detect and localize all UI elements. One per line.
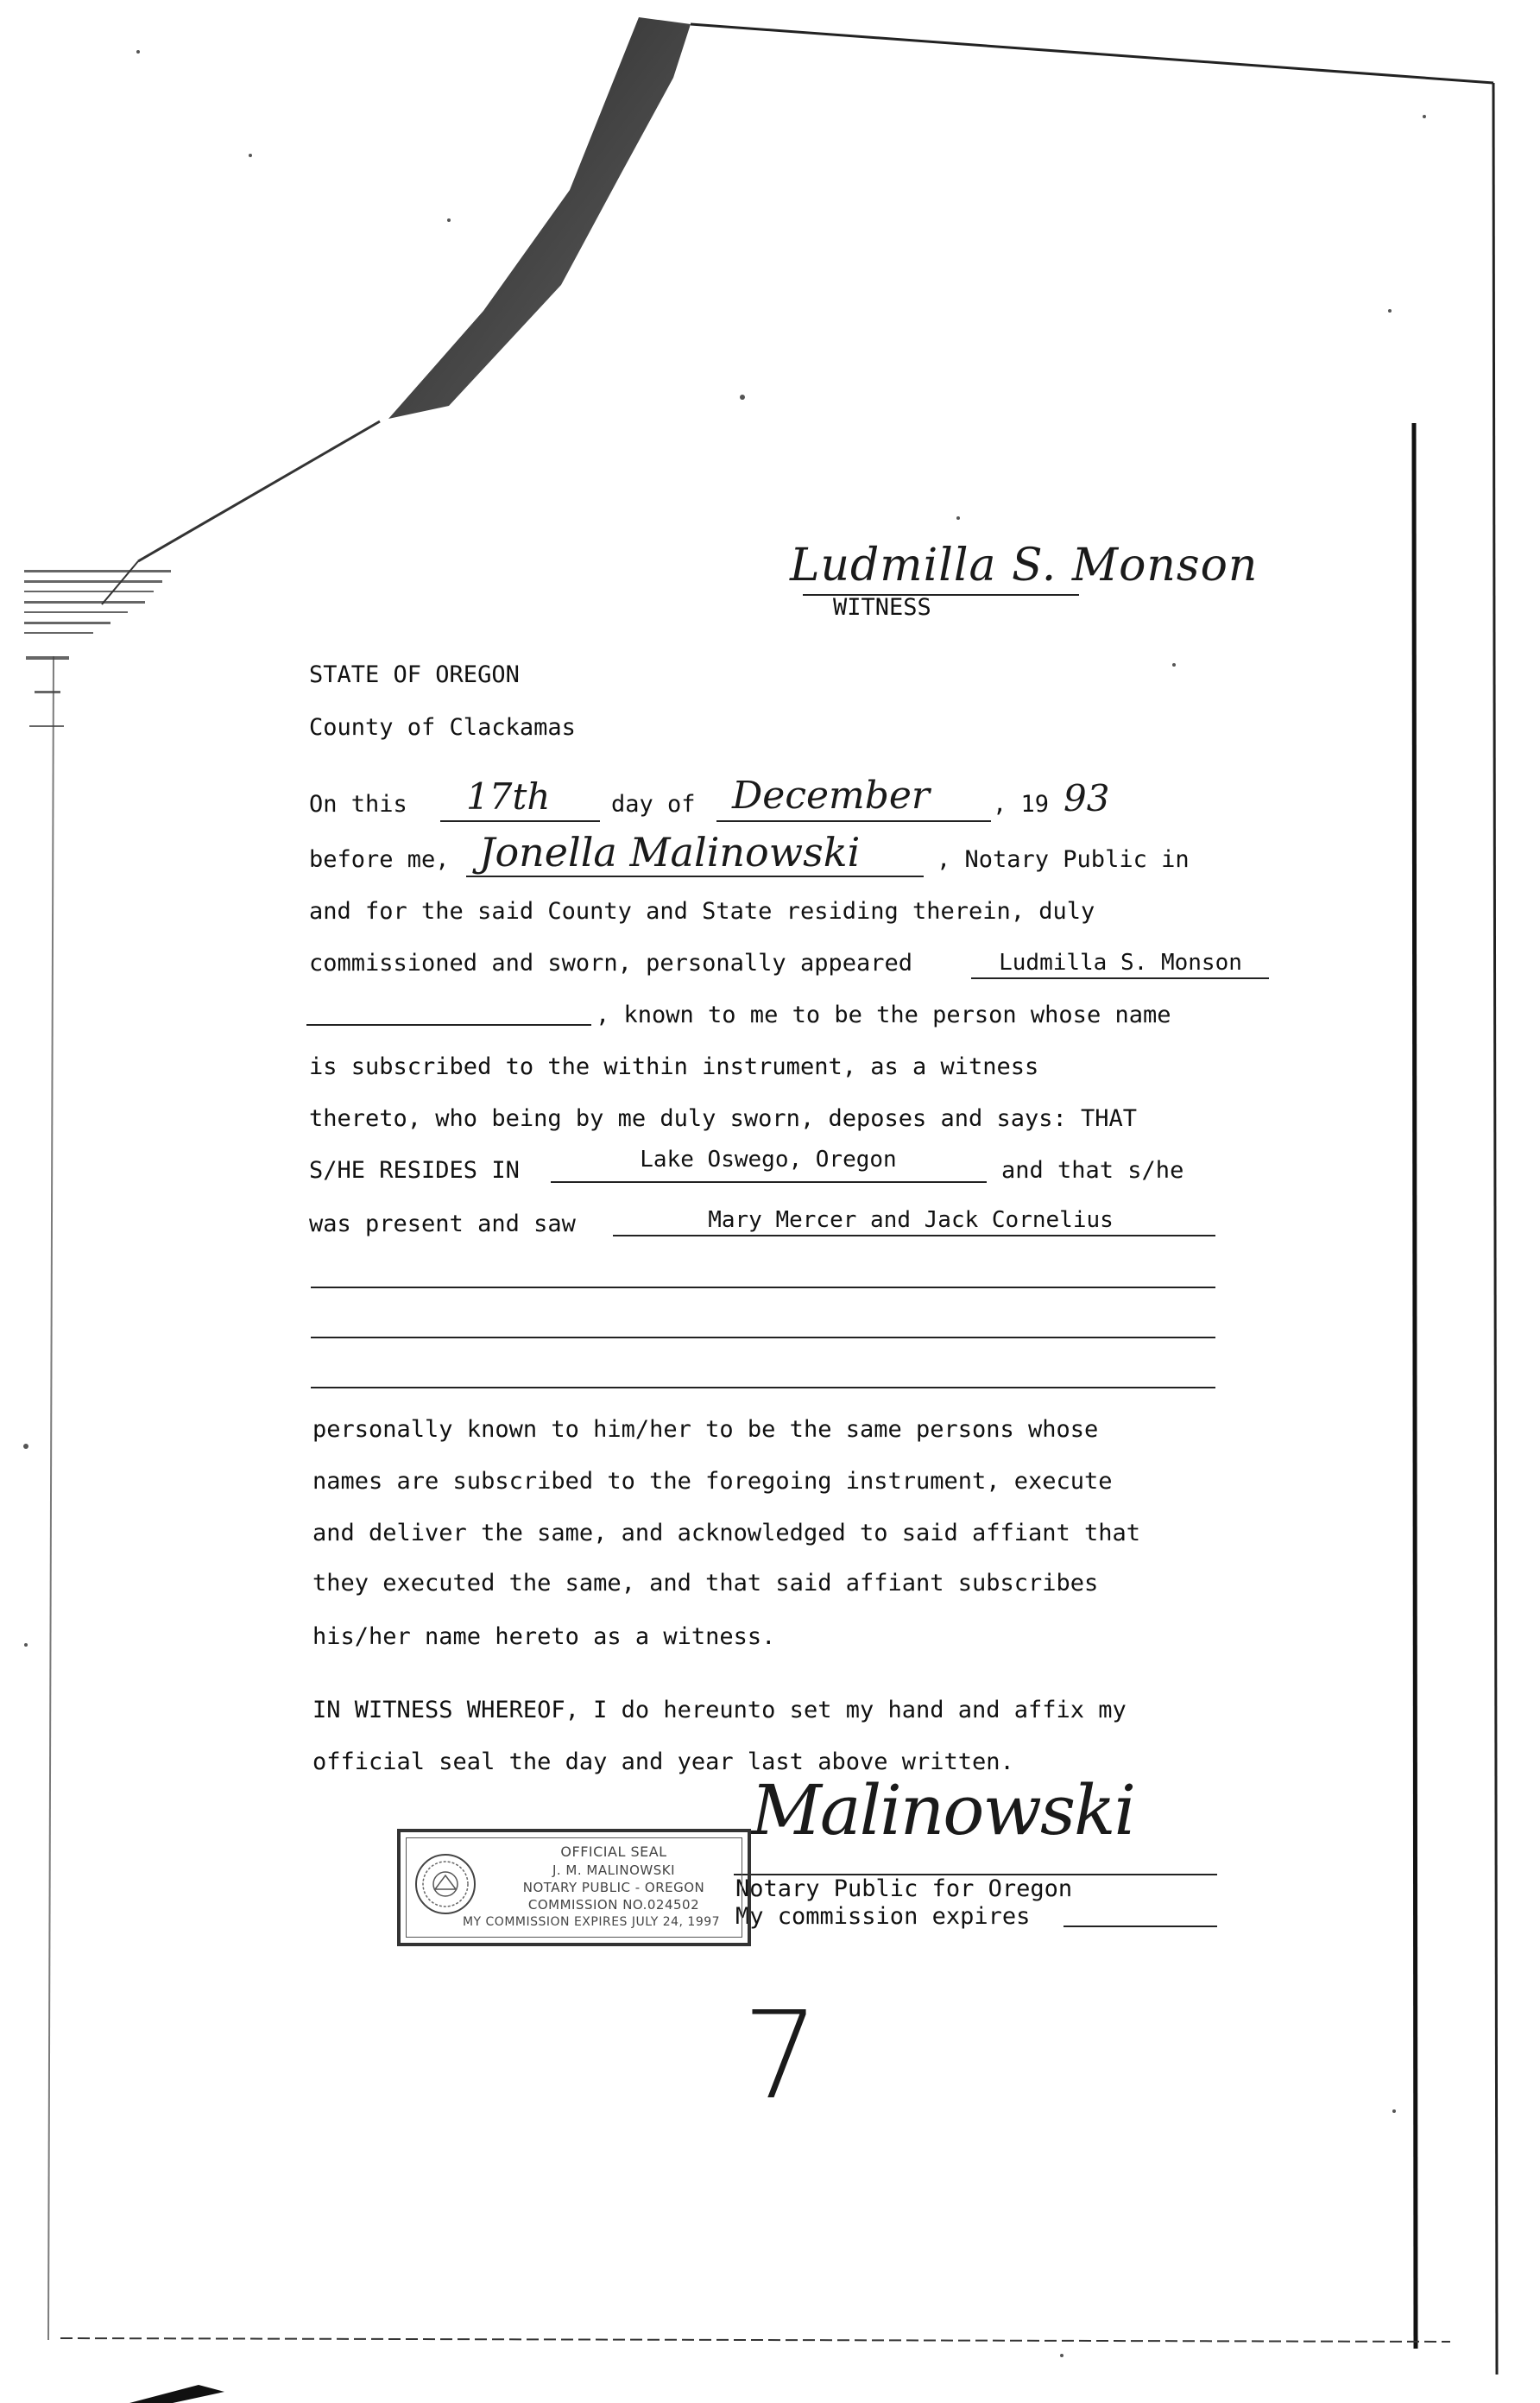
- state-seal-icon: [413, 1851, 478, 1917]
- witness-whereof-line-2: official seal the day and year last above written.: [312, 1748, 1014, 1775]
- seal-line-4: COMMISSION NO.024502: [527, 1897, 700, 1913]
- closing-line-2: names are subscribed to the foregoing instrument, execute: [312, 1468, 1113, 1495]
- seal-line-5: MY COMMISSION EXPIRES JULY 24, 1997: [462, 1915, 721, 1929]
- date-year: 93: [1063, 777, 1110, 819]
- date-day: 17th: [466, 775, 551, 818]
- subscribed-line-2: thereto, who being by me duly sworn, deposes and says: THAT: [309, 1105, 1138, 1132]
- resides-prefix: S/HE RESIDES IN: [309, 1157, 520, 1184]
- blank-line-3: [311, 1387, 1215, 1388]
- resides-place: Lake Oswego, Oregon: [640, 1147, 897, 1173]
- page-number: 7: [742, 1986, 820, 2127]
- blank-line-2: [311, 1337, 1215, 1338]
- subscribed-line-1: is subscribed to the within instrument, as a witness: [309, 1053, 1039, 1080]
- body-line-1: and for the said County and State residing therein, duly: [309, 898, 1095, 925]
- saw-names-line: [613, 1235, 1215, 1236]
- date-day-line: [440, 820, 600, 822]
- notary-name-handwritten: Jonella Malinowski: [479, 829, 861, 876]
- seal-line-2: J. M. MALINOWSKI: [552, 1862, 676, 1878]
- official-seal-stamp: [397, 1829, 751, 1946]
- date-year-prefix: , 19: [993, 791, 1050, 818]
- resides-place-line: [551, 1181, 987, 1183]
- closing-line-4: they executed the same, and that said affiant subscribes: [312, 1570, 1099, 1597]
- blank-line-1: [311, 1287, 1215, 1288]
- closing-line-1: personally known to him/her to be the same persons whose: [312, 1416, 1099, 1443]
- witness-label: WITNESS: [833, 594, 931, 621]
- notary-name-line: [466, 876, 924, 877]
- notary-line-prefix: before me,: [309, 846, 450, 873]
- notary-line-suffix: , Notary Public in: [937, 846, 1190, 873]
- county-line: County of Clackamas: [309, 714, 576, 741]
- seal-line-1: OFFICIAL SEAL: [560, 1843, 667, 1860]
- closing-line-5: his/her name hereto as a witness.: [312, 1623, 776, 1650]
- seal-line-3: NOTARY PUBLIC - OREGON: [522, 1880, 705, 1895]
- witness-whereof-line-1: IN WITNESS WHEREOF, I do hereunto set my hand and affix my: [312, 1697, 1127, 1723]
- saw-prefix: was present and saw: [309, 1211, 576, 1237]
- appeared-name: Ludmilla S. Monson: [999, 950, 1242, 976]
- date-mid: day of: [611, 791, 696, 818]
- notary-title: Notary Public for Oregon: [735, 1875, 1073, 1902]
- resides-suffix: and that s/he: [1001, 1157, 1184, 1184]
- saw-names: Mary Mercer and Jack Cornelius: [708, 1207, 1114, 1233]
- body-line-2: commissioned and sworn, personally appeared: [309, 950, 912, 977]
- commission-expiry-line: [1063, 1926, 1217, 1927]
- known-line: , known to me to be the person whose name: [596, 1002, 1171, 1028]
- appeared-name-line: [971, 977, 1269, 979]
- commission-label: My commission expires: [735, 1903, 1031, 1930]
- closing-line-3: and deliver the same, and acknowledged to said affiant that: [312, 1520, 1141, 1546]
- witness-signature: Ludmilla S. Monson: [790, 540, 1259, 591]
- date-month: December: [732, 774, 930, 818]
- date-prefix: On this: [309, 791, 407, 818]
- notary-signature: Malinowski: [751, 1770, 1135, 1850]
- appeared-name-line-2: [306, 1024, 591, 1026]
- date-month-line: [716, 820, 991, 822]
- state-line: STATE OF OREGON: [309, 661, 520, 688]
